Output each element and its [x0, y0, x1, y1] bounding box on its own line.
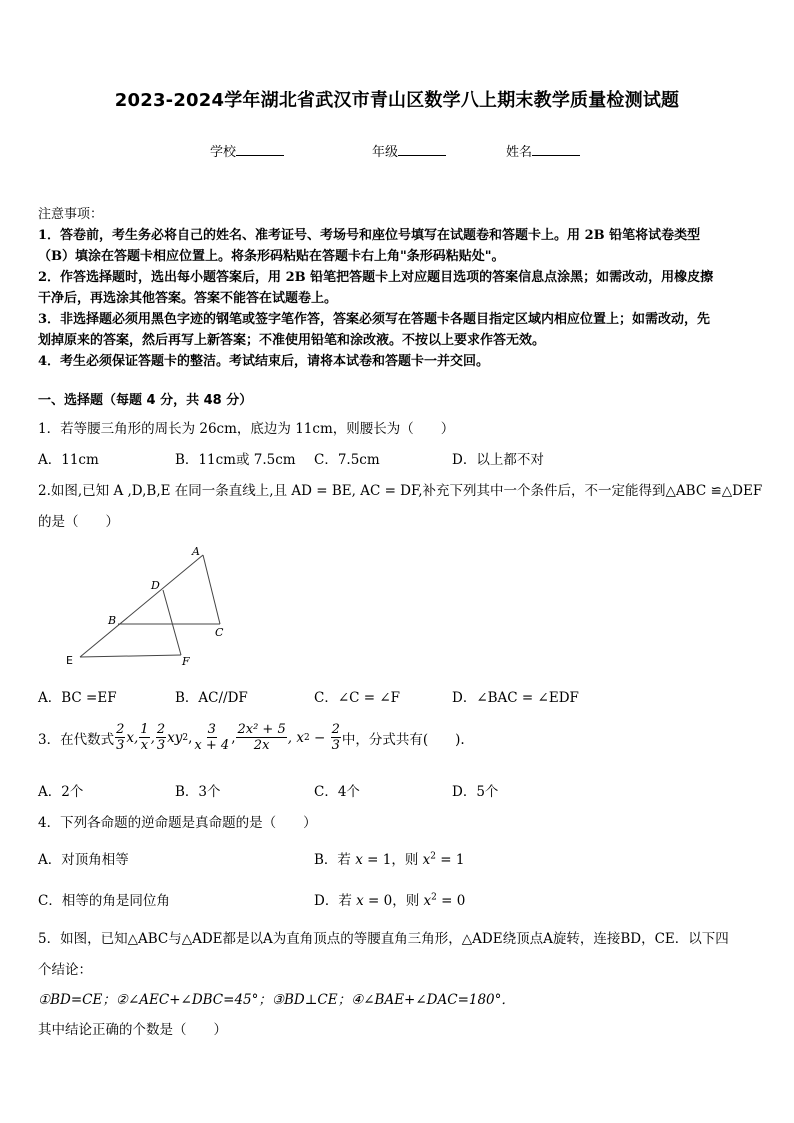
notice-line-2b: 干净后，再选涂其他答案。答案不能答在试题卷上。	[38, 291, 338, 306]
q3-option-b: B．3个	[175, 784, 221, 800]
label-C: C	[215, 626, 224, 639]
segment-EF	[80, 655, 181, 657]
section-heading: 一、选择题（每题 4 分，共 48 分）	[38, 393, 253, 408]
notice-line-4: 4．考生必须保证答题卡的整洁。考试结束后，请将本试卷和答题卡一并交回。	[38, 354, 490, 369]
label-D: D	[151, 579, 160, 592]
q3-term-3-exp: 2	[182, 732, 189, 743]
q3-option-a: A．2个	[38, 784, 84, 800]
q4-d-exp: 2	[431, 892, 437, 903]
grade-blank	[398, 143, 446, 156]
q2-stem: 2.如图,已知 A ,D,B,E 在同一条直线上,且 AD = BE, AC = DF,补充下列其中一个条件后，不一定能得到△ABC ≌△DEF	[38, 483, 763, 499]
grade-label: 年级	[372, 145, 399, 160]
q3-term-3: xy	[167, 729, 183, 746]
q2-figure	[60, 540, 240, 670]
q2-option-d: D．∠BAC = ∠EDF	[452, 690, 579, 706]
q3-frac-4-den: x + 4	[194, 738, 230, 753]
label-B: B	[108, 614, 117, 627]
notice-line-2: 2．作答选择题时，选出每小题答案后，用 2B 铅笔把答题卡上对应题目选项的答案信息点涂黑；如需改动，用橡皮擦	[38, 270, 714, 285]
q1-option-a: A．11cm	[38, 452, 99, 468]
q4-d-var: x	[356, 893, 364, 909]
school-blank	[236, 143, 284, 156]
q4-d-end: = 0	[436, 893, 466, 909]
grade-field	[372, 141, 446, 160]
label-A: A	[192, 545, 200, 558]
q3-term-5: , x	[287, 729, 304, 746]
q5-stem-cont: 个结论：	[38, 962, 92, 978]
q4-b-var2: x	[422, 852, 431, 868]
q3-term-3-sep: ,	[188, 729, 193, 746]
q3-term-5-exp: 2	[303, 732, 310, 743]
label-F: F	[182, 655, 190, 668]
q3-frac-5-num: 2x² + 5	[237, 722, 286, 737]
q1-option-d: D．以上都不对	[452, 452, 544, 468]
notice-line-1: 1．答卷前，考生务必将自己的姓名、准考证号、考场号和座位号填写在试题卷和答题卡上。用 2B 铅笔将试卷类型	[38, 228, 701, 243]
q1-option-c: C．7.5cm	[314, 452, 380, 468]
q3-option-d: D．5个	[452, 784, 499, 800]
q4-b-var: x	[355, 852, 363, 868]
q4-d-prefix: D．若	[314, 893, 352, 909]
q4-option-c: C．相等的角是同位角	[38, 893, 170, 909]
q3-frac-5-den: 2x	[253, 738, 270, 753]
q3-frac-1	[115, 722, 125, 753]
q3-term-4: ,	[231, 729, 236, 746]
q3-frac-2-den: x	[140, 738, 149, 753]
q4-option-b	[314, 848, 464, 868]
q4-d-var2: x	[423, 893, 432, 909]
notice-line-3: 3．非选择题必须用黑色字迹的钢笔或签字笔作答，答案必须写在答题卡各题目指定区域内相应位置上；如需改动，先	[38, 312, 711, 327]
q3-frac-3	[156, 722, 166, 753]
name-field	[506, 141, 580, 160]
q3-frac-3-num: 2	[156, 722, 166, 737]
q3-term-1: x,	[126, 729, 139, 746]
q2-option-b: B．AC//DF	[175, 690, 248, 706]
q4-d-mid: = 0，则	[363, 893, 420, 909]
page-title: 2023-2024学年湖北省武汉市青山区数学八上期末教学质量检测试题	[114, 90, 680, 111]
q1-option-b: B．11cm或 7.5cm	[175, 452, 296, 468]
q3-stem	[38, 722, 465, 753]
q5-stem: 5．如图，已知△ABC与△ADE都是以A为直角顶点的等腰直角三角形，△ADE绕顶点A旋转，连接BD，CE．以下四	[38, 931, 729, 947]
q3-prefix: 3．在代数式	[38, 731, 115, 748]
school-field	[210, 141, 284, 160]
name-blank	[532, 143, 580, 156]
q3-frac-1-den: 3	[116, 738, 125, 753]
q4-b-mid: = 1，则	[362, 852, 419, 868]
q5-ask: 其中结论正确的个数是（ ）	[38, 1022, 227, 1038]
q3-frac-2-num: 1	[140, 722, 149, 737]
q3-suffix: 中，分式共有( ).	[341, 731, 465, 748]
q3-frac-4	[193, 722, 230, 753]
q2-option-a: A．BC =EF	[38, 690, 117, 706]
q4-option-a: A．对顶角相等	[38, 852, 129, 868]
q3-frac-4-num: 3	[207, 722, 216, 737]
q3-frac-1-num: 2	[116, 722, 125, 737]
notice-line-1b: （B）填涂在答题卡相应位置上。将条形码粘贴在答题卡右上角"条形码粘贴处"。	[38, 249, 505, 264]
q5-conclusions: ①BD=CE；②∠AEC+∠DBC=45°；③BD⊥CE；④∠BAE+∠DAC=180°．	[38, 992, 515, 1008]
q1-stem: 1．若等腰三角形的周长为 26cm，底边为 11cm，则腰长为（ ）	[38, 421, 455, 437]
q3-frac-2	[139, 722, 149, 753]
q2-option-c: C．∠C = ∠F	[314, 690, 401, 706]
name-label: 姓名	[506, 145, 533, 160]
segment-DF	[163, 590, 181, 655]
q3-frac-5	[236, 722, 286, 753]
q4-option-d	[314, 889, 465, 909]
q4-b-prefix: B．若	[314, 852, 351, 868]
q3-term-2: ,	[150, 729, 155, 746]
segment-AC	[203, 555, 220, 624]
q3-term-5-op: −	[309, 729, 330, 746]
school-label: 学校	[210, 145, 237, 160]
line-EA	[80, 555, 203, 657]
notice-line-3b: 划掉原来的答案，然后再写上新答案；不准使用铅笔和涂改液。不按以上要求作答无效。	[38, 333, 546, 348]
q3-frac-6-den: 3	[331, 738, 340, 753]
q3-option-c: C．4个	[314, 784, 360, 800]
q4-b-exp: 2	[430, 851, 436, 862]
q4-b-end: = 1	[435, 852, 465, 868]
label-E: E	[66, 654, 73, 667]
q3-frac-6	[331, 722, 341, 753]
q2-stem-cont: 的是（ ）	[38, 514, 119, 530]
q3-frac-3-den: 3	[156, 738, 166, 753]
notice-heading: 注意事项：	[38, 207, 104, 222]
q4-stem: 4．下列各命题的逆命题是真命题的是（ ）	[38, 815, 317, 831]
q3-frac-6-num: 2	[331, 722, 340, 737]
